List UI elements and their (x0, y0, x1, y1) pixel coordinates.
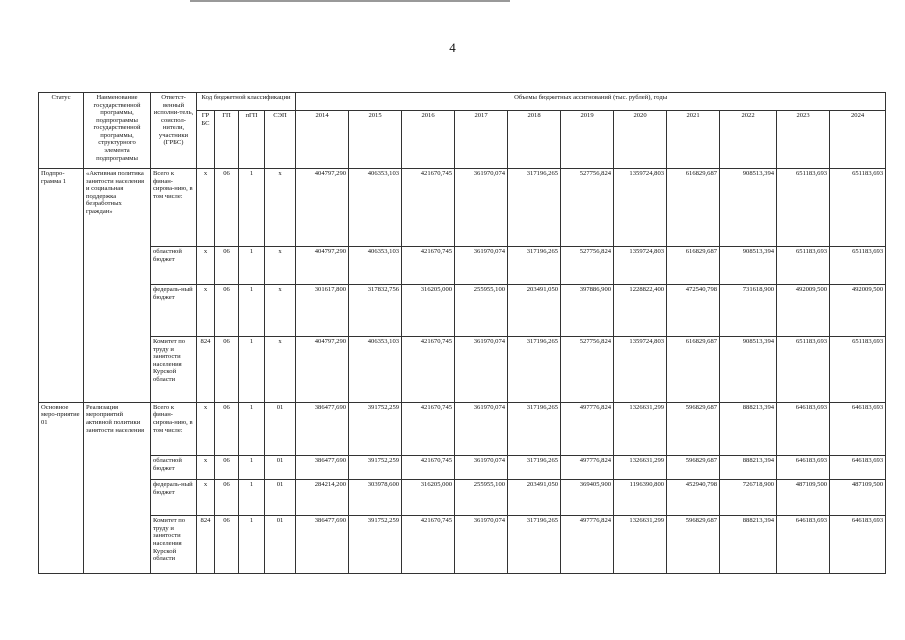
cell-gp: 06 (215, 456, 239, 480)
cell-value: 316205,000 (402, 285, 455, 337)
cell-gp: 06 (215, 169, 239, 247)
header-year: 2024 (830, 111, 886, 169)
cell-value: 361970,074 (455, 336, 508, 402)
cell-sep: х (265, 336, 296, 402)
cell-value: 317196,265 (508, 456, 561, 480)
cell-grbs: 824 (197, 336, 215, 402)
row-status: Подпро-грамма 1 (39, 169, 84, 403)
row-source-label: областной бюджет (151, 456, 197, 480)
header-year: 2017 (455, 111, 508, 169)
header-year: 2021 (667, 111, 720, 169)
cell-pgp: 1 (239, 336, 265, 402)
cell-value: 497776,824 (561, 516, 614, 574)
table-row (39, 285, 886, 337)
cell-value: 421670,745 (402, 516, 455, 574)
cell-value: 406353,103 (349, 336, 402, 402)
cell-value: 646183,693 (830, 402, 886, 456)
row-status: Основное меро-приятие 01 (39, 402, 84, 573)
cell-value: 421670,745 (402, 402, 455, 456)
cell-value: 406353,103 (349, 169, 402, 247)
cell-value: 596829,687 (667, 516, 720, 574)
table-row (39, 336, 886, 402)
cell-gp: 06 (215, 336, 239, 402)
header-code-col: ГР БС (197, 111, 215, 169)
cell-value: 386477,690 (296, 402, 349, 456)
cell-value: 386477,690 (296, 456, 349, 480)
header-year: 2022 (720, 111, 777, 169)
cell-value: 651183,693 (830, 247, 886, 285)
cell-value: 317196,265 (508, 402, 561, 456)
cell-grbs: х (197, 247, 215, 285)
cell-value: 1359724,803 (614, 336, 667, 402)
cell-value: 361970,074 (455, 402, 508, 456)
header-name: Наименование государственной программы, подпрограммы государственной программы, структурного элемента подпрограммы (84, 93, 151, 169)
row-source-label: федераль-ный бюджет (151, 285, 197, 337)
cell-sep: х (265, 285, 296, 337)
cell-value: 361970,074 (455, 247, 508, 285)
cell-value: 1326631,299 (614, 402, 667, 456)
header-year: 2023 (777, 111, 830, 169)
cell-value: 303978,600 (349, 480, 402, 516)
row-name: Реализация мероприятий активной политики занятости населения (84, 402, 151, 573)
cell-value: 731618,900 (720, 285, 777, 337)
cell-sep: 01 (265, 516, 296, 574)
cell-value: 651183,693 (830, 336, 886, 402)
cell-value: 651183,693 (777, 169, 830, 247)
cell-pgp: 1 (239, 516, 265, 574)
cell-grbs: 824 (197, 516, 215, 574)
cell-value: 487109,500 (830, 480, 886, 516)
cell-value: 284214,200 (296, 480, 349, 516)
header-year: 2014 (296, 111, 349, 169)
cell-value: 646183,693 (830, 456, 886, 480)
cell-value: 1228822,400 (614, 285, 667, 337)
cell-grbs: х (197, 169, 215, 247)
cell-value: 487109,500 (777, 480, 830, 516)
cell-pgp: 1 (239, 169, 265, 247)
cell-value: 527756,824 (561, 336, 614, 402)
cell-value: 421670,745 (402, 169, 455, 247)
cell-value: 651183,693 (777, 336, 830, 402)
cell-grbs: х (197, 285, 215, 337)
header-code-col: пГП (239, 111, 265, 169)
header-year: 2019 (561, 111, 614, 169)
cell-value: 404797,290 (296, 247, 349, 285)
cell-value: 908513,394 (720, 247, 777, 285)
cell-value: 1326631,299 (614, 456, 667, 480)
cell-value: 404797,290 (296, 169, 349, 247)
table-row (39, 169, 886, 247)
cell-value: 386477,690 (296, 516, 349, 574)
cell-value: 317196,265 (508, 247, 561, 285)
row-source-label: Всего к финан-сирова-нию, в том числе: (151, 169, 197, 247)
cell-pgp: 1 (239, 402, 265, 456)
row-name: «Активная политика занятости населения и социальная поддержка безработных граждан» (84, 169, 151, 403)
cell-sep: 01 (265, 402, 296, 456)
cell-value: 646183,693 (830, 516, 886, 574)
row-source-label: Комитет по труду и занятости населения Курской области (151, 336, 197, 402)
cell-gp: 06 (215, 480, 239, 516)
cell-value: 646183,693 (777, 456, 830, 480)
header-year: 2016 (402, 111, 455, 169)
cell-grbs: х (197, 402, 215, 456)
cell-value: 406353,103 (349, 247, 402, 285)
cell-value: 616829,687 (667, 247, 720, 285)
cell-value: 492009,500 (777, 285, 830, 337)
cell-pgp: 1 (239, 480, 265, 516)
table-row (39, 516, 886, 574)
cell-sep: 01 (265, 480, 296, 516)
table-row (39, 402, 886, 456)
cell-value: 369405,900 (561, 480, 614, 516)
header-responsible: Ответст-венный исполни-тель, соиспол-нители, участники (ГРБС) (151, 93, 197, 169)
row-source-label: Всего к финан-сирова-нию, в том числе: (151, 402, 197, 456)
cell-value: 651183,693 (830, 169, 886, 247)
row-source-label: Комитет по труду и занятости населения Курской области (151, 516, 197, 574)
header-code-col: СЭП (265, 111, 296, 169)
cell-sep: 01 (265, 456, 296, 480)
cell-pgp: 1 (239, 285, 265, 337)
cell-value: 1359724,803 (614, 247, 667, 285)
cell-value: 726718,900 (720, 480, 777, 516)
budget-table (38, 92, 886, 574)
cell-value: 596829,687 (667, 456, 720, 480)
cell-value: 908513,394 (720, 169, 777, 247)
cell-value: 316205,000 (402, 480, 455, 516)
cell-value: 527756,824 (561, 247, 614, 285)
cell-value: 651183,693 (777, 247, 830, 285)
cell-value: 452940,798 (667, 480, 720, 516)
cell-value: 361970,074 (455, 169, 508, 247)
cell-grbs: х (197, 480, 215, 516)
cell-value: 421670,745 (402, 247, 455, 285)
header-year: 2015 (349, 111, 402, 169)
cell-value: 1359724,803 (614, 169, 667, 247)
cell-gp: 06 (215, 402, 239, 456)
row-source-label: областной бюджет (151, 247, 197, 285)
cell-value: 421670,745 (402, 336, 455, 402)
cell-value: 301617,800 (296, 285, 349, 337)
cell-value: 527756,824 (561, 169, 614, 247)
cell-value: 317196,265 (508, 169, 561, 247)
header-code-col: ГП (215, 111, 239, 169)
cell-value: 203491,050 (508, 480, 561, 516)
cell-value: 1326631,299 (614, 516, 667, 574)
scan-edge (190, 0, 510, 2)
page-number: 4 (449, 40, 456, 55)
header-budget-code: Код бюджетной классификации (197, 93, 296, 111)
cell-value: 646183,693 (777, 402, 830, 456)
cell-value: 361970,074 (455, 456, 508, 480)
cell-value: 646183,693 (777, 516, 830, 574)
header-year: 2020 (614, 111, 667, 169)
cell-value: 596829,687 (667, 402, 720, 456)
table-row (39, 456, 886, 480)
cell-value: 255955,100 (455, 480, 508, 516)
header-year: 2018 (508, 111, 561, 169)
cell-gp: 06 (215, 247, 239, 285)
cell-value: 404797,290 (296, 336, 349, 402)
cell-gp: 06 (215, 516, 239, 574)
cell-value: 472540,798 (667, 285, 720, 337)
cell-value: 616829,687 (667, 169, 720, 247)
cell-sep: х (265, 247, 296, 285)
header-status: Статус (39, 93, 84, 169)
cell-value: 397886,900 (561, 285, 614, 337)
cell-value: 492009,500 (830, 285, 886, 337)
cell-sep: х (265, 169, 296, 247)
cell-value: 888213,394 (720, 402, 777, 456)
cell-value: 317832,756 (349, 285, 402, 337)
cell-value: 497776,824 (561, 402, 614, 456)
cell-value: 421670,745 (402, 456, 455, 480)
cell-gp: 06 (215, 285, 239, 337)
cell-grbs: х (197, 456, 215, 480)
cell-value: 888213,394 (720, 456, 777, 480)
row-source-label: федераль-ный бюджет (151, 480, 197, 516)
cell-value: 391752,259 (349, 456, 402, 480)
cell-pgp: 1 (239, 247, 265, 285)
cell-value: 616829,687 (667, 336, 720, 402)
cell-value: 361970,074 (455, 516, 508, 574)
table-row (39, 480, 886, 516)
cell-value: 317196,265 (508, 336, 561, 402)
cell-value: 1196390,800 (614, 480, 667, 516)
cell-value: 391752,259 (349, 402, 402, 456)
cell-value: 317196,265 (508, 516, 561, 574)
cell-value: 255955,100 (455, 285, 508, 337)
cell-pgp: 1 (239, 456, 265, 480)
cell-value: 497776,824 (561, 456, 614, 480)
cell-value: 908513,394 (720, 336, 777, 402)
cell-value: 391752,259 (349, 516, 402, 574)
cell-value: 888213,394 (720, 516, 777, 574)
table-row (39, 247, 886, 285)
cell-value: 203491,050 (508, 285, 561, 337)
header-volumes: Объемы бюджетных ассигнований (тыс. рублей), годы (296, 93, 886, 111)
